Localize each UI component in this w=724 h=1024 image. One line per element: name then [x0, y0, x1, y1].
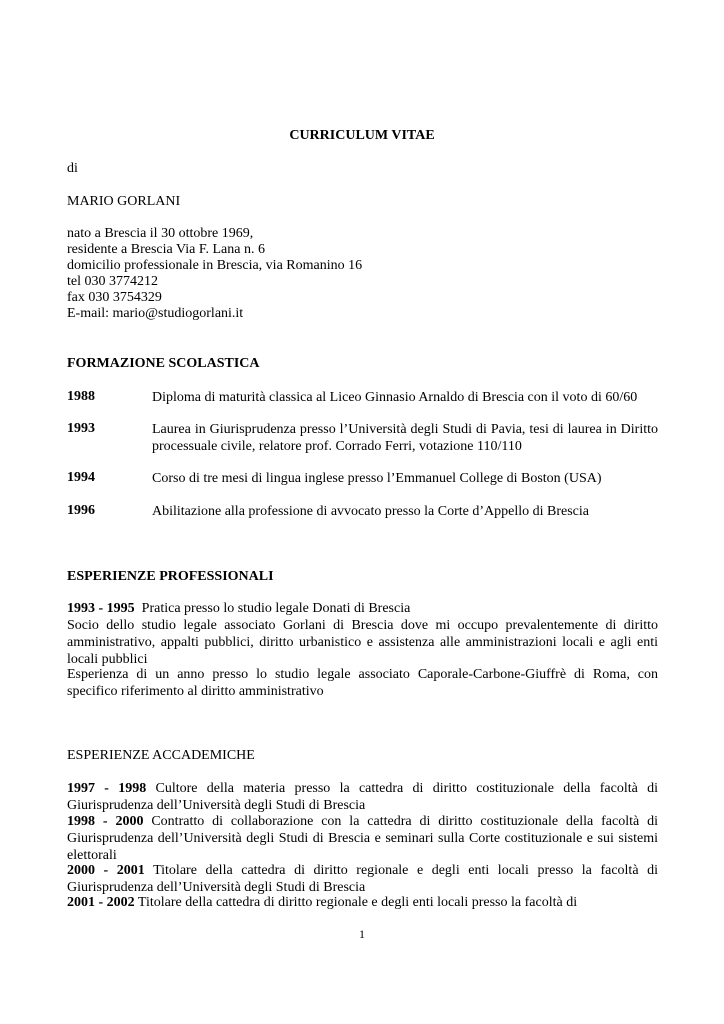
- personal-line-birth: nato a Brescia il 30 ottobre 1969,: [67, 226, 254, 241]
- academic-text: Titolare della cattedra di diritto regionale e degli enti locali presso la facoltà di Giurisprudenza dell’Università degli Studi di Brescia: [67, 863, 658, 895]
- page-number: 1: [359, 927, 365, 941]
- professional-paragraph: Esperienza di un anno presso lo studio legale associato Caporale-Carbone-Giuffrè di Roma, con specifico riferimento al diritto amministrativo: [67, 667, 658, 699]
- academic-entry: [67, 813, 658, 864]
- di-label: di: [67, 161, 78, 176]
- academic-text: Cultore della materia presso la cattedra di diritto costituzionale della facoltà di Giurisprudenza dell’Università degli Studi di Brescia: [67, 781, 658, 813]
- academic-years: 2000 - 2001: [67, 863, 145, 878]
- professional-paragraph: Socio dello studio legale associato Gorlani di Brescia dove mi occupo prevalentemente di diritto amministrativo, appalti pubblici, diritto urbanistico e assistenza alle amministrazioni locali e agli enti locali pubblici: [67, 618, 658, 667]
- formazione-description: Abilitazione alla professione di avvocato presso la Corte d’Appello di Brescia: [152, 504, 589, 519]
- personal-line-email: E-mail: mario@studiogorlani.it: [67, 306, 244, 321]
- document-title: CURRICULUM VITAE: [289, 128, 435, 143]
- academic-entry: [67, 862, 658, 896]
- formazione-description: Laurea in Giurisprudenza presso l’Università degli Studi di Pavia, tesi di laurea in Diritto processuale civile, relatore prof. Corrado Ferri, votazione 110/110: [152, 422, 658, 454]
- formazione-heading: FORMAZIONE SCOLASTICA: [67, 356, 260, 371]
- formazione-year: 1996: [67, 503, 95, 518]
- professional-text: Pratica presso lo studio legale Donati di Brescia: [134, 601, 411, 616]
- personal-line-phone: tel 030 3774212: [67, 274, 158, 289]
- esperienze-professionali-heading: ESPERIENZE PROFESSIONALI: [67, 569, 274, 584]
- personal-line-residence: residente a Brescia Via F. Lana n. 6: [67, 242, 265, 257]
- academic-entry: [67, 780, 658, 814]
- formazione-year: 1994: [67, 470, 95, 485]
- formazione-year: 1988: [67, 389, 95, 404]
- formazione-year: 1993: [67, 421, 95, 436]
- professional-first-entry: [67, 601, 410, 617]
- academic-entry: [67, 894, 658, 911]
- academic-years: 1998 - 2000: [67, 814, 144, 829]
- person-name: MARIO GORLANI: [67, 194, 181, 209]
- formazione-description: Diploma di maturità classica al Liceo Ginnasio Arnaldo di Brescia con il voto di 60/60: [152, 390, 638, 405]
- academic-text: Contratto di collaborazione con la cattedra di diritto costituzionale della facoltà di Giurisprudenza dell’Università degli Studi di Brescia e seminari sulla Corte costituzionale e sui sistemi elettorali: [67, 814, 658, 863]
- esperienze-accademiche-heading: ESPERIENZE ACCADEMICHE: [67, 748, 255, 763]
- professional-years: 1993 - 1995: [67, 601, 135, 616]
- formazione-description: Corso di tre mesi di lingua inglese presso l’Emmanuel College di Boston (USA): [152, 471, 602, 486]
- academic-years: 1997 - 1998: [67, 781, 147, 796]
- personal-line-fax: fax 030 3754329: [67, 290, 162, 305]
- personal-line-office: domicilio professionale in Brescia, via Romanino 16: [67, 258, 363, 273]
- academic-text: Titolare della cattedra di diritto regionale e degli enti locali presso la facoltà di: [134, 895, 578, 910]
- academic-years: 2001 - 2002: [67, 895, 135, 910]
